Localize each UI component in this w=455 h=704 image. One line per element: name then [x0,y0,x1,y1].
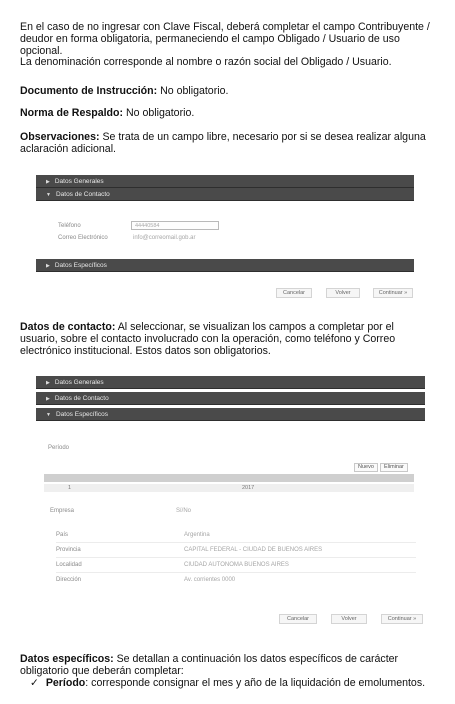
section-bar-datos-contacto[interactable] [36,188,414,201]
norma-respaldo-label: Norma de Respaldo: [20,107,124,119]
empresa-label: Empresa [50,508,75,514]
norma-respaldo-value: No obligatorio. [125,107,195,119]
collapse-arrow-icon: ▼ [46,192,51,198]
observaciones-line-1: Se trata de un campo libre, necesario por si se desea realizar alguna [102,131,426,143]
screenshot-specific-data-form [36,372,425,630]
observaciones-line-2: aclaración adicional. [20,142,116,155]
datos-contacto-line-2: usuario, sobre el contacto involucrado con la operación, como teléfono y Correo [20,332,396,345]
empresa-value: Sí/No [176,508,192,514]
pais-value: Argentina [184,532,210,538]
section-bar-datos-generales[interactable] [36,376,425,389]
section-bar-datos-generales[interactable] [36,175,414,188]
row-year: 2017 [242,485,255,491]
datos-contacto-paragraph [20,322,438,357]
pais-label: País [56,532,69,538]
continue-button[interactable]: Continuar » [381,614,423,624]
intro-line-3: opcional. [20,44,63,57]
datos-especificos-label: Datos específicos: [20,653,114,665]
table-row[interactable] [44,484,414,492]
localidad-label: Localidad [56,562,82,568]
back-button[interactable]: Volver [326,288,360,298]
telefono-label: Teléfono [58,223,81,229]
expand-arrow-icon: ▶ [46,263,50,269]
section-title: Datos Específicos [55,411,108,418]
section-bar-datos-especificos[interactable] [36,408,425,421]
doc-instruccion-label: Documento de Instrucción: [20,85,158,97]
table-header [44,474,414,482]
direccion-value: Av. corrientes 0000 [184,577,236,583]
checkmark-icon: ✓ [30,677,39,689]
collapse-arrow-icon: ▼ [46,412,51,418]
new-button[interactable]: Nuevo [354,463,378,472]
intro-line-1: En el caso de no ingresar con Clave Fiscal, deberá completar el campo Contribuyente / [20,21,430,33]
observaciones [20,132,438,156]
continue-button[interactable]: Continuar » [373,288,413,298]
delete-button[interactable]: Eliminar [380,463,408,472]
norma-respaldo [20,108,438,120]
divider [56,557,416,558]
expand-arrow-icon: ▶ [46,380,50,386]
section-title: Datos Generales [54,178,104,185]
intro-line-2: deudor en forma obligatoria, permaneciendo el campo Obligado / Usuario de uso [20,32,400,45]
intro-line-4: La denominación corresponde al nombre o razón social del Obligado / Usuario. [20,56,392,69]
datos-contacto-line-3: electrónico institucional. Estos datos son obligatorios. [20,344,271,357]
intro-paragraph [20,22,438,69]
email-value: info@correomail.gob.ar [133,235,196,241]
provincia-label: Provincia [56,547,81,553]
periodo-item-label: Período [45,677,86,689]
periodo-bullet-item [30,678,440,690]
section-title: Datos de Contacto [54,395,109,402]
expand-arrow-icon: ▶ [46,179,50,185]
datos-especificos-paragraph [20,654,438,678]
divider [56,542,416,543]
periodo-label: Período [48,445,70,451]
section-title: Datos Generales [54,379,104,386]
section-bar-datos-especificos[interactable] [36,259,414,272]
datos-especificos-line-2: obligatorio que deberán completar: [20,664,184,677]
section-title: Datos Específicos [54,262,107,269]
expand-arrow-icon: ▶ [46,396,50,402]
datos-contacto-line-1: Al seleccionar, se visualizan los campos a completar por el [117,321,394,333]
doc-instruccion [20,86,438,98]
doc-instruccion-value: No obligatorio. [160,85,229,97]
datos-especificos-line-1: Se detallan a continuación los datos específicos de carácter [116,653,399,665]
section-title: Datos de Contacto [55,191,110,198]
section-bar-datos-contacto[interactable] [36,392,425,405]
datos-contacto-label: Datos de contacto: [20,321,116,333]
row-index: 1 [68,485,72,491]
provincia-value: CAPITAL FEDERAL - CIUDAD DE BUENOS AIRES [184,547,323,553]
divider [56,572,416,573]
localidad-value: CIUDAD AUTONOMA BUENOS AIRES [184,562,289,568]
periodo-item-text: : corresponde consignar el mes y año de la liquidación de emolumentos. [85,677,426,689]
cancel-button[interactable]: Cancelar [276,288,312,298]
telefono-input[interactable]: 44440584 [131,221,219,230]
cancel-button[interactable]: Cancelar [279,614,317,624]
screenshot-contact-form [36,172,414,302]
email-label: Correo Electrónico [58,235,108,241]
back-button[interactable]: Volver [331,614,367,624]
direccion-label: Dirección [56,577,82,583]
observaciones-label: Observaciones: [20,131,100,143]
